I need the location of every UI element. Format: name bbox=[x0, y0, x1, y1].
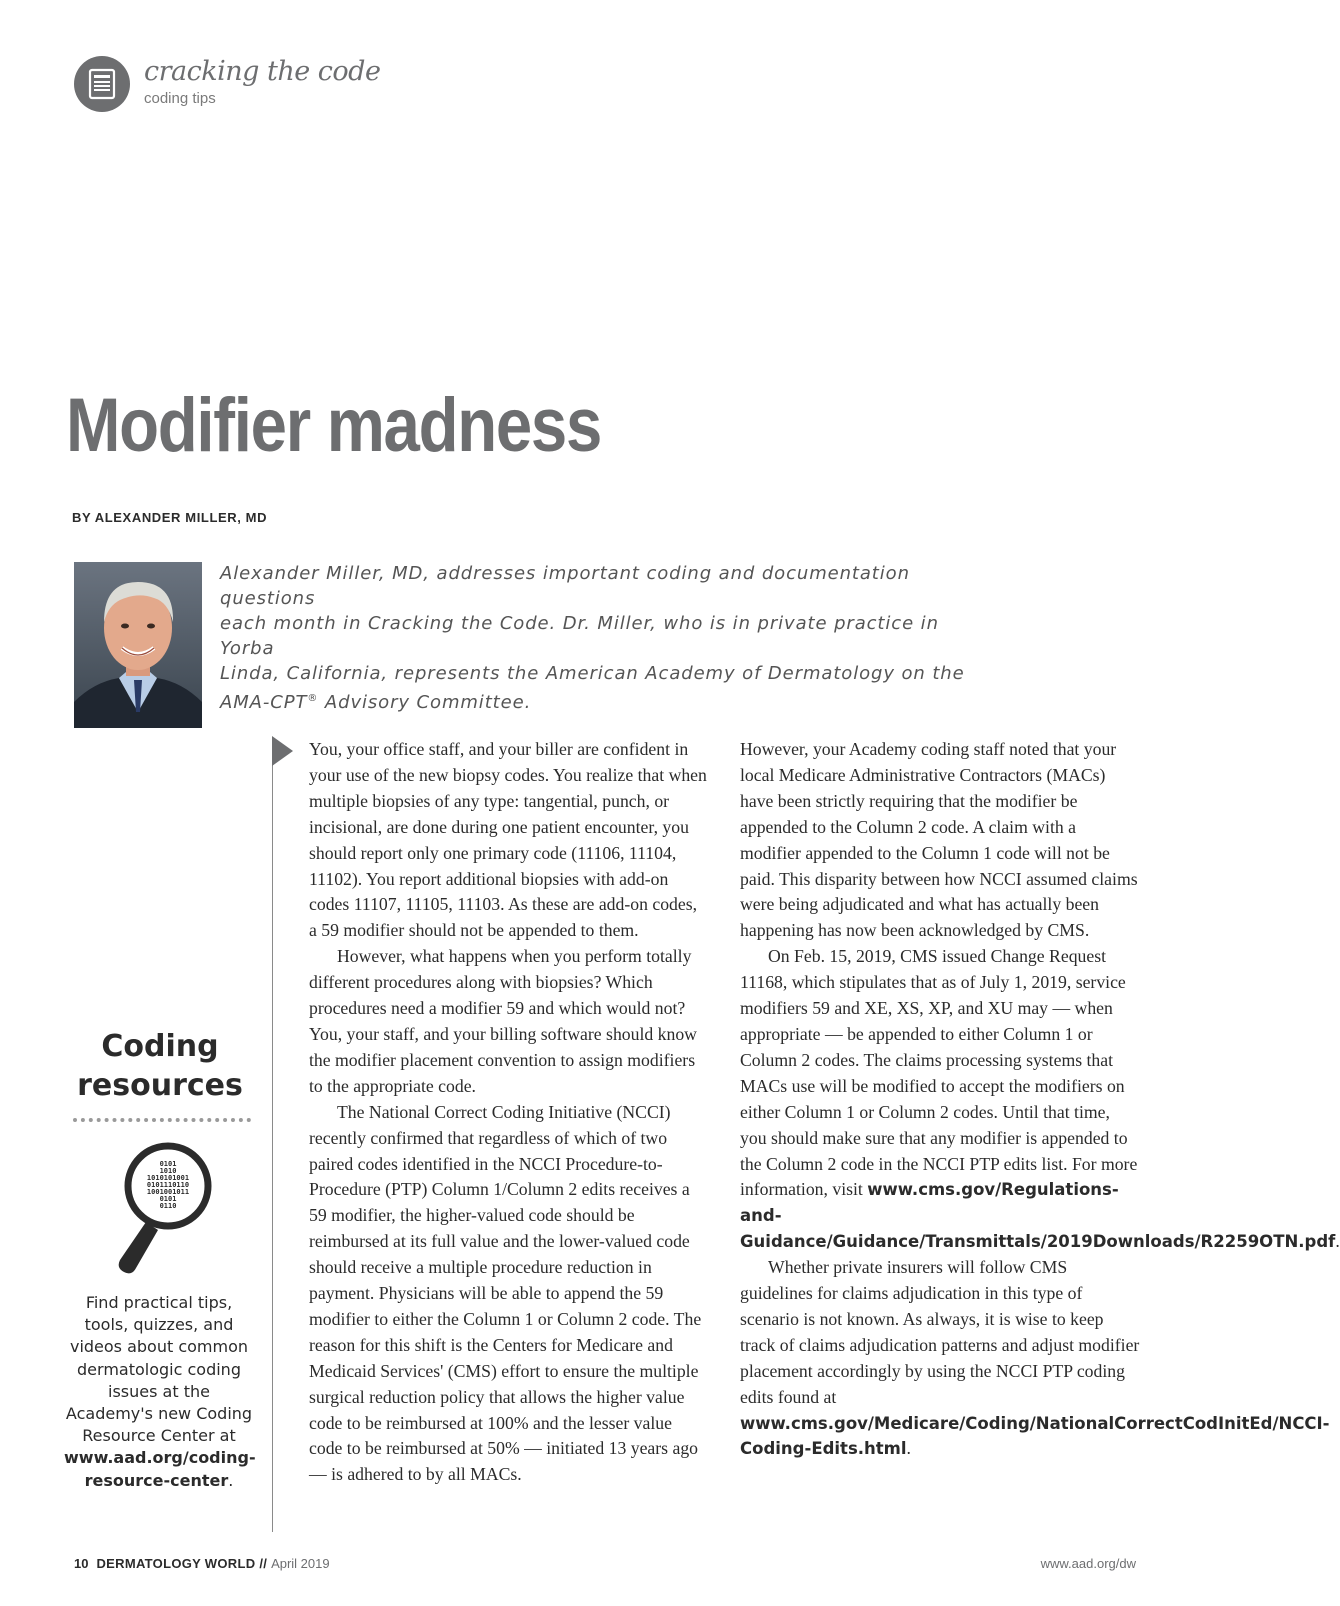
paragraph: You, your office staff, and your biller are confident in your use of the new biopsy codes. You realize that when multiple biopsies of any type: tangential, punch, or incisional, are done during one patient encounter, you should report only one primary code (11106, 11104, 11102). You report additional biopsies with add-on codes 11107, 11105, 11103. As these are add-on codes, a 59 modifier should not be appended to them. bbox=[309, 739, 707, 941]
ncci-edits-link[interactable]: www.cms.gov/Medicare/Coding/NationalCorrectCodInitEd/NCCI-Coding-Edits.html bbox=[740, 1413, 1330, 1459]
section-title: cracking the code bbox=[144, 56, 381, 87]
cms-transmittal-link[interactable]: www.cms.gov/Regulations-and-Guidance/Guidance/Transmittals/2019Downloads/R2259OTN.pdf bbox=[740, 1180, 1336, 1252]
start-arrow-icon bbox=[272, 736, 293, 766]
author-photo bbox=[74, 562, 202, 728]
article-byline: BY ALEXANDER MILLER, MD bbox=[72, 510, 268, 525]
sidebar-period: . bbox=[228, 1470, 234, 1490]
paragraph bbox=[740, 944, 1340, 1255]
footer-folio bbox=[74, 1556, 330, 1571]
folio-separator: // bbox=[255, 1556, 272, 1571]
bio-line: Alexander Miller, MD, addresses important coding and documentation questions bbox=[220, 563, 910, 609]
paragraph bbox=[740, 1255, 1330, 1462]
article-column-2 bbox=[740, 737, 1340, 1462]
paragraph: The National Correct Coding Initiative (NCCI) recently confirmed that regardless of which of two paired codes identified in the NCCI Procedure-to-Procedure (PTP) Column 1/Column 2 edits receives a 59 modifier, the higher-valued code should be reimbursed at its full value and the lower-valued code should receive a multiple procedure reduction in payment. Physicians will be able to append the 59 modifier to either the Column 1 or Column 2 code. The reason for this shift is the Centers for Medicare and Medicaid Services' (CMS) effort to ensure the multiple surgical reduction policy that allows the higher value code to be reimbursed at 100% and the lesser value code to be reimbursed at 50% — initiated 13 years ago — is adhered to by all MACs. bbox=[309, 1101, 702, 1485]
paragraph-text: On Feb. 15, 2019, CMS issued Change Request 11168, which stipulates that as of July 1, 2019, service modifiers 59 and XE, XS, XP, and XU may — when appropriate — be appended to either Column 1 or Column 2 codes. The claims processing systems that MACs use will be modified to accept the modifiers on either Column 1 or Column 2 codes. Until that time, you should make sure that any modifier is appended to the Column 2 code in the NCCI PTP edits list. For more information, visit bbox=[740, 946, 1138, 1200]
article-column-1 bbox=[309, 737, 709, 1488]
page-number: 10 bbox=[74, 1556, 89, 1571]
binary-row: 0101 bbox=[159, 1195, 177, 1203]
sidebar-title bbox=[70, 1027, 250, 1105]
binary-row: 1001001011 bbox=[146, 1188, 190, 1196]
binary-row: 1010 bbox=[159, 1167, 177, 1175]
paragraph-period: . bbox=[1335, 1231, 1340, 1252]
issue-date: April 2019 bbox=[271, 1556, 330, 1571]
sidebar-title-line: Coding bbox=[101, 1029, 219, 1064]
bio-text: Advisory Committee. bbox=[318, 692, 532, 713]
bio-line bbox=[220, 686, 980, 715]
sidebar-text bbox=[64, 1292, 254, 1492]
binary-row: 0110 bbox=[159, 1202, 177, 1210]
bio-line: Linda, California, represents the American Academy of Dermatology on the bbox=[220, 663, 965, 684]
paragraph: However, your Academy coding staff noted that your local Medicare Administrative Contractors (MACs) have been strictly requiring that the modifier be appended to the Column 2 code. A claim with a modifier appended to the Column 1 code will not be paid. This disparity between how NCCI assumed claims were being adjudicated and what has actually been happening has now been acknowledged by CMS. bbox=[740, 739, 1138, 941]
paragraph-text: Whether private insurers will follow CMS guidelines for claims adjudication in this type of scenario is not known. As always, it is wise to keep track of claims adjudication patterns and adjust modifier placement accordingly by using the NCCI PTP coding edits found at bbox=[740, 1257, 1140, 1407]
magazine-name: DERMATOLOGY WORLD bbox=[96, 1556, 256, 1571]
binary-row: 1010101001 bbox=[146, 1174, 190, 1182]
article-headline: Modifier madness bbox=[66, 383, 602, 468]
section-badge bbox=[74, 56, 130, 112]
column-rule bbox=[272, 758, 273, 1532]
bio-line: each month in Cracking the Code. Dr. Miller, who is in private practice in Yorba bbox=[220, 613, 939, 659]
paragraph-period: . bbox=[906, 1438, 911, 1459]
section-subtitle: coding tips bbox=[144, 90, 216, 107]
bio-text: AMA-CPT bbox=[220, 692, 308, 713]
sidebar-divider bbox=[73, 1118, 251, 1122]
binary-row: 0101 bbox=[159, 1160, 177, 1168]
footer-website[interactable]: www.aad.org/dw bbox=[1040, 1556, 1136, 1571]
paragraph: However, what happens when you perform totally different procedures along with biopsies? Which procedures need a modifier 59 and which would not? You, your staff, and your billing software should know the modifier placement convention to assign modifiers to the appropriate code. bbox=[309, 946, 697, 1096]
coding-resource-link[interactable]: www.aad.org/coding-resource-center bbox=[64, 1448, 256, 1490]
author-portrait bbox=[74, 562, 202, 728]
magnifier-binary-icon bbox=[106, 1138, 218, 1278]
sidebar-body: Find practical tips, tools, quizzes, and videos about common dermatologic coding issues at the Academy's new Coding Resource Center at bbox=[65, 1293, 253, 1446]
binary-row: 0101110110 bbox=[146, 1181, 190, 1189]
author-bio bbox=[220, 561, 980, 715]
sidebar-title-line: resources bbox=[77, 1068, 243, 1103]
document-icon bbox=[89, 69, 115, 99]
registered-mark: ® bbox=[307, 693, 319, 704]
